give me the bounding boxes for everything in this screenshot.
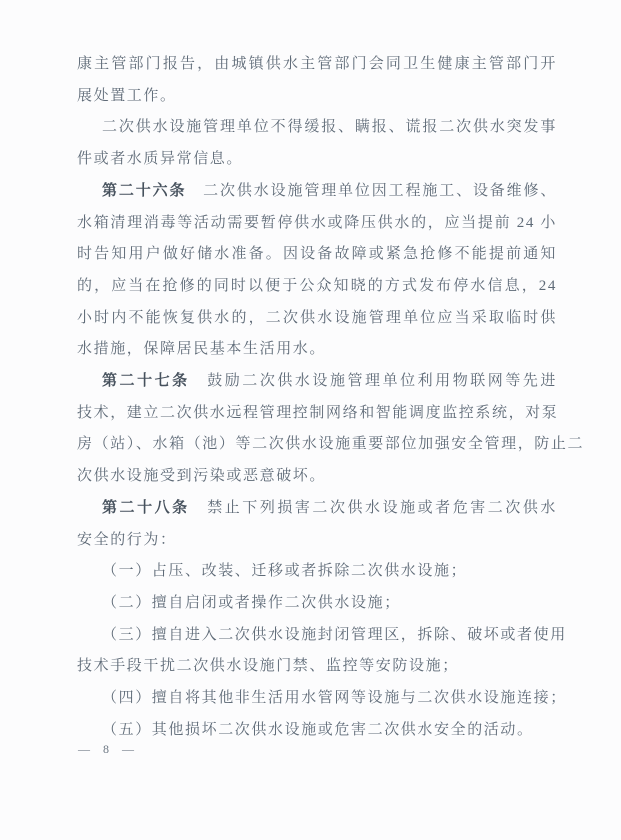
text-line: [77, 461, 557, 493]
body-text: 件或者水质异常信息。: [77, 151, 244, 168]
text-line: [77, 429, 585, 461]
text-line: [77, 239, 557, 271]
text-line: [77, 493, 557, 525]
body-text: 鼓励二次供水设施管理单位利用物联网等先进: [189, 373, 557, 390]
text-line: [77, 144, 557, 176]
body-text: 房（站）、水箱（池）等二次供水设施重要部位加强安全管理，防止二: [77, 436, 585, 453]
body-text: 水箱清理消毒等活动需要暂停供水或降压供水的，应当提前 24 小: [77, 214, 557, 231]
body-text: （一）占压、改装、迁移或者拆除二次供水设施；: [102, 563, 468, 580]
text-line: [77, 303, 557, 335]
text-line: [77, 715, 557, 747]
text-line: [77, 588, 557, 620]
body-text: （四）擅自将其他非生活用水管网等设施与二次供水设施连接；: [102, 690, 567, 707]
document-body: [77, 49, 585, 746]
body-text: 展处置工作。: [77, 87, 177, 104]
body-text: （五）其他损坏二次供水设施或危害二次供水安全的活动。: [102, 721, 534, 738]
body-text: 康主管部门报告，由城镇供水主管部门会同卫生健康主管部门开: [77, 56, 557, 72]
body-text: 禁止下列损害二次供水设施或者危害二次供水: [189, 499, 557, 516]
text-line: [77, 525, 557, 557]
body-text: 技术，建立二次供水远程管理控制网络和智能调度监控系统，对泵: [77, 404, 559, 421]
text-line: [77, 334, 557, 366]
body-text: 时告知用户做好储水准备。因设备故障或紧急抢修不能提前通知: [77, 246, 557, 263]
body-text: 次供水设施受到污染或恶意破坏。: [77, 468, 327, 485]
text-line: [77, 112, 557, 144]
text-line: [77, 398, 557, 430]
text-line: [77, 81, 557, 113]
body-text: 二次供水设施管理单位不得缓报、瞒报、谎报二次供水突发事: [102, 119, 557, 136]
article-heading: 第二十七条: [102, 373, 190, 390]
text-line: [77, 620, 567, 652]
body-text: 水措施，保障居民基本生活用水。: [77, 341, 327, 358]
text-line: [77, 208, 557, 240]
text-line: [77, 176, 557, 208]
article-heading: 第二十六条: [102, 182, 187, 199]
body-text: 二次供水设施管理单位因工程施工、设备维修、: [186, 182, 557, 199]
body-text: 安全的行为：: [77, 531, 177, 548]
article-heading: 第二十八条: [102, 499, 190, 516]
text-line: [77, 49, 557, 81]
body-text: （三）擅自进入二次供水设施封闭管理区，拆除、破坏或者使用: [102, 626, 567, 643]
text-line: [77, 366, 557, 398]
text-line: [77, 556, 557, 588]
body-text: （二）擅自启闭或者操作二次供水设施；: [102, 594, 401, 611]
body-text: 技术手段干扰二次供水设施门禁、监控等安防设施；: [77, 658, 459, 675]
text-line: [77, 271, 557, 303]
page-number: — 8 —: [78, 742, 139, 756]
text-line: [77, 651, 557, 683]
text-line: [77, 683, 567, 715]
body-text: 小时内不能恢复供水的，二次供水设施管理单位应当采取临时供: [77, 309, 557, 326]
body-text: 的，应当在抢修的同时以便于公众知晓的方式发布停水信息，24: [77, 277, 557, 294]
